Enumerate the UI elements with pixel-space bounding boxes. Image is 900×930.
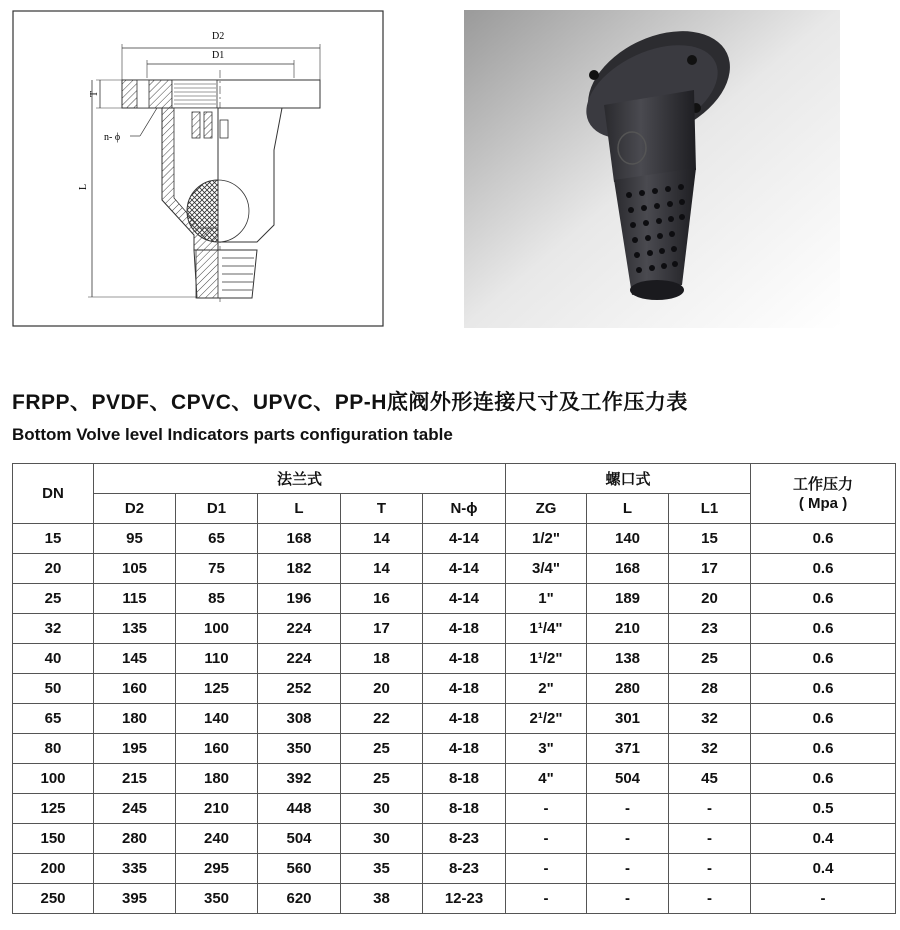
- cell-l1: 25: [669, 644, 751, 674]
- table-row: [13, 704, 896, 734]
- cell-l: 196: [258, 584, 341, 614]
- header-l1: L1: [669, 494, 751, 524]
- table-row: [13, 674, 896, 704]
- cell-thread-l: 140: [587, 524, 669, 554]
- cell-zg: -: [506, 794, 587, 824]
- cell-t: 20: [341, 674, 423, 704]
- cell-n-phi: 4-18: [423, 704, 506, 734]
- cell-t: 14: [341, 524, 423, 554]
- cell-d2: 280: [94, 824, 176, 854]
- header-thread-l: L: [587, 494, 669, 524]
- cell-l1: 23: [669, 614, 751, 644]
- cell-thread-l: -: [587, 824, 669, 854]
- cell-d2: 335: [94, 854, 176, 884]
- table-row: [13, 764, 896, 794]
- cell-pressure: 0.6: [751, 644, 896, 674]
- cell-n-phi: 8-18: [423, 764, 506, 794]
- cell-pressure: 0.6: [751, 524, 896, 554]
- header-l: L: [258, 494, 341, 524]
- cell-dn: 20: [13, 554, 94, 584]
- cell-l1: 20: [669, 584, 751, 614]
- cell-t: 25: [341, 734, 423, 764]
- cell-l1: -: [669, 884, 751, 914]
- cell-d1: 140: [176, 704, 258, 734]
- cell-dn: 150: [13, 824, 94, 854]
- table-row: [13, 614, 896, 644]
- cell-l1: -: [669, 824, 751, 854]
- cell-t: 38: [341, 884, 423, 914]
- header-pressure-cn: 工作压力: [793, 475, 854, 493]
- cell-zg: 1¹/4": [506, 614, 587, 644]
- cell-d1: 125: [176, 674, 258, 704]
- cell-l1: 15: [669, 524, 751, 554]
- cell-zg: 1¹/2": [506, 644, 587, 674]
- cell-dn: 25: [13, 584, 94, 614]
- cell-l: 224: [258, 644, 341, 674]
- cell-dn: 32: [13, 614, 94, 644]
- table-row: [13, 854, 896, 884]
- header-n-phi: N-ϕ: [423, 494, 506, 524]
- header-d2: D2: [94, 494, 176, 524]
- cell-d1: 180: [176, 764, 258, 794]
- cell-n-phi: 12-23: [423, 884, 506, 914]
- cell-dn: 100: [13, 764, 94, 794]
- cell-d2: 160: [94, 674, 176, 704]
- cell-l1: 32: [669, 734, 751, 764]
- cell-thread-l: 210: [587, 614, 669, 644]
- cell-n-phi: 4-14: [423, 584, 506, 614]
- cell-l: 182: [258, 554, 341, 584]
- cell-l: 308: [258, 704, 341, 734]
- cell-zg: -: [506, 884, 587, 914]
- cell-t: 30: [341, 794, 423, 824]
- cell-t: 16: [341, 584, 423, 614]
- cell-dn: 200: [13, 854, 94, 884]
- cell-l: 168: [258, 524, 341, 554]
- cell-zg: 2¹/2": [506, 704, 587, 734]
- table-row: [13, 524, 896, 554]
- table-row: [13, 554, 896, 584]
- cell-pressure: 0.6: [751, 734, 896, 764]
- cell-t: 14: [341, 554, 423, 584]
- cell-zg: 3/4": [506, 554, 587, 584]
- dim-l-label: L: [78, 183, 89, 190]
- cell-zg: 1": [506, 584, 587, 614]
- table-row: [13, 794, 896, 824]
- dim-d2-label: D2: [212, 31, 225, 42]
- cell-dn: 40: [13, 644, 94, 674]
- cell-thread-l: 138: [587, 644, 669, 674]
- product-photo: [464, 10, 840, 328]
- cell-n-phi: 4-14: [423, 554, 506, 584]
- cell-dn: 250: [13, 884, 94, 914]
- cell-dn: 80: [13, 734, 94, 764]
- cell-pressure: 0.6: [751, 614, 896, 644]
- cell-pressure: 0.4: [751, 824, 896, 854]
- cell-thread-l: 280: [587, 674, 669, 704]
- cell-pressure: 0.5: [751, 794, 896, 824]
- cell-thread-l: 371: [587, 734, 669, 764]
- cell-n-phi: 4-18: [423, 674, 506, 704]
- cell-d1: 110: [176, 644, 258, 674]
- cell-l: 560: [258, 854, 341, 884]
- cell-zg: -: [506, 854, 587, 884]
- cell-zg: -: [506, 824, 587, 854]
- cell-dn: 50: [13, 674, 94, 704]
- cell-n-phi: 4-18: [423, 614, 506, 644]
- cell-thread-l: 504: [587, 764, 669, 794]
- cell-d1: 295: [176, 854, 258, 884]
- cell-pressure: -: [751, 884, 896, 914]
- cell-l1: 32: [669, 704, 751, 734]
- dim-d1-label: D1: [212, 50, 225, 61]
- cell-d1: 85: [176, 584, 258, 614]
- cell-pressure: 0.6: [751, 554, 896, 584]
- cell-n-phi: 8-18: [423, 794, 506, 824]
- cell-d2: 180: [94, 704, 176, 734]
- header-t: T: [341, 494, 423, 524]
- cell-n-phi: 4-18: [423, 644, 506, 674]
- cell-pressure: 0.4: [751, 854, 896, 884]
- cell-dn: 15: [13, 524, 94, 554]
- cell-d2: 395: [94, 884, 176, 914]
- spec-table: [12, 463, 896, 914]
- dim-n-phi-label: n- ϕ: [104, 132, 121, 143]
- cell-pressure: 0.6: [751, 584, 896, 614]
- cell-t: 22: [341, 704, 423, 734]
- cell-d2: 145: [94, 644, 176, 674]
- cell-l: 252: [258, 674, 341, 704]
- cell-thread-l: 168: [587, 554, 669, 584]
- cell-thread-l: -: [587, 854, 669, 884]
- cell-d1: 210: [176, 794, 258, 824]
- header-d1: D1: [176, 494, 258, 524]
- cell-n-phi: 4-14: [423, 524, 506, 554]
- cell-d1: 75: [176, 554, 258, 584]
- cell-t: 30: [341, 824, 423, 854]
- cell-d1: 160: [176, 734, 258, 764]
- table-row: [13, 884, 896, 914]
- cell-t: 17: [341, 614, 423, 644]
- cell-d1: 350: [176, 884, 258, 914]
- cell-d2: 95: [94, 524, 176, 554]
- cell-dn: 125: [13, 794, 94, 824]
- cell-zg: 2": [506, 674, 587, 704]
- header-flange-group: 法兰式: [94, 464, 506, 494]
- cell-d1: 65: [176, 524, 258, 554]
- cell-d1: 240: [176, 824, 258, 854]
- cell-t: 18: [341, 644, 423, 674]
- cell-l1: 28: [669, 674, 751, 704]
- cell-zg: 3": [506, 734, 587, 764]
- header-pressure-unit: ( Mpa ): [798, 494, 848, 512]
- cell-n-phi: 8-23: [423, 854, 506, 884]
- cell-d2: 245: [94, 794, 176, 824]
- cell-d2: 115: [94, 584, 176, 614]
- cell-n-phi: 4-18: [423, 734, 506, 764]
- table-row: [13, 644, 896, 674]
- cell-d2: 195: [94, 734, 176, 764]
- cell-dn: 65: [13, 704, 94, 734]
- cell-l1: 17: [669, 554, 751, 584]
- dim-t-label: T: [89, 90, 100, 97]
- header-zg: ZG: [506, 494, 587, 524]
- cell-l: 224: [258, 614, 341, 644]
- cell-d2: 135: [94, 614, 176, 644]
- cell-thread-l: 189: [587, 584, 669, 614]
- cell-zg: 1/2": [506, 524, 587, 554]
- cell-l: 350: [258, 734, 341, 764]
- table-row: [13, 584, 896, 614]
- cell-pressure: 0.6: [751, 674, 896, 704]
- cell-l: 392: [258, 764, 341, 794]
- cell-pressure: 0.6: [751, 764, 896, 794]
- header-pressure: [751, 464, 896, 524]
- cell-thread-l: 301: [587, 704, 669, 734]
- cell-l: 504: [258, 824, 341, 854]
- table-row: [13, 824, 896, 854]
- cell-l1: -: [669, 794, 751, 824]
- cell-pressure: 0.6: [751, 704, 896, 734]
- cell-l1: 45: [669, 764, 751, 794]
- title-chinese: FRPP、PVDF、CPVC、UPVC、PP-H底阀外形连接尺寸及工作压力表: [12, 391, 688, 414]
- cell-l: 448: [258, 794, 341, 824]
- cell-l1: -: [669, 854, 751, 884]
- cell-l: 620: [258, 884, 341, 914]
- cell-d2: 105: [94, 554, 176, 584]
- table-body: [13, 524, 896, 914]
- technical-drawing: [12, 10, 384, 327]
- cell-d1: 100: [176, 614, 258, 644]
- cell-n-phi: 8-23: [423, 824, 506, 854]
- table-row: [13, 734, 896, 764]
- header-dn: DN: [13, 464, 94, 524]
- cell-t: 35: [341, 854, 423, 884]
- cell-t: 25: [341, 764, 423, 794]
- cell-thread-l: -: [587, 794, 669, 824]
- header-thread-group: 螺口式: [506, 464, 751, 494]
- cell-d2: 215: [94, 764, 176, 794]
- title-english: Bottom Volve level Indicators parts configuration table: [12, 425, 453, 444]
- cell-thread-l: -: [587, 884, 669, 914]
- cell-zg: 4": [506, 764, 587, 794]
